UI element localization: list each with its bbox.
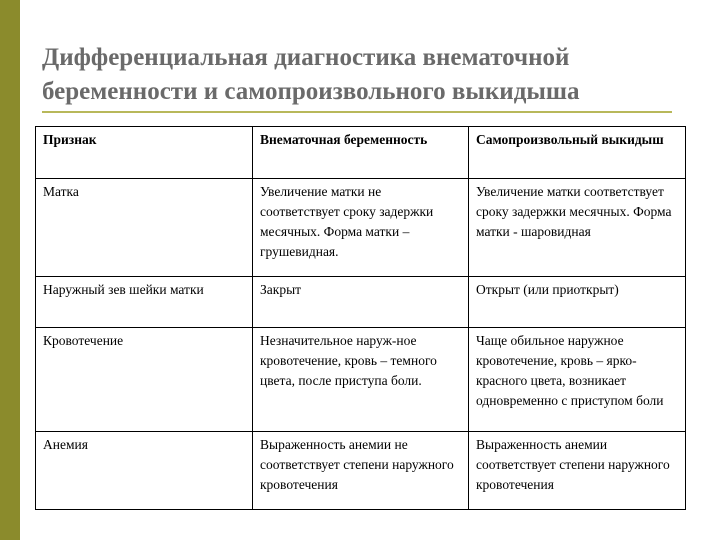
header-cell-ectopic: Внематочная беременность [253,127,469,179]
table-row [36,328,686,432]
slide-title: Дифференциальная диагностика внематочной беременности и самопроизвольного выкидыша [42,44,580,105]
table-cell: Чаще обильное наружное кровотечение, кровь – ярко-красного цвета, возникает одновременно с приступом боли [469,328,686,432]
table-cell: Выраженность анемии соответствует степени наружного кровотечения [469,432,686,510]
table-cell: Анемия [36,432,253,510]
table-header-row [36,127,686,179]
table-row [36,432,686,510]
table-row [36,179,686,277]
table-cell: Увеличение матки не соответствует сроку задержки месячных. Форма матки – грушевидная. [253,179,469,277]
title-divider [42,111,672,113]
table-row [36,277,686,328]
table-cell: Выраженность анемии не соответствует степени наружного кровотечения [253,432,469,510]
header-cell-miscarriage: Самопроизвольный выкидыш [469,127,686,179]
table-cell: Незначительное наруж-ное кровотечение, кровь – темного цвета, после приступа боли. [253,328,469,432]
table-cell: Закрыт [253,277,469,328]
table-cell: Наружный зев шейки матки [36,277,253,328]
header-cell-sign: Признак [36,127,253,179]
table-cell: Открыт (или приоткрыт) [469,277,686,328]
table-cell: Кровотечение [36,328,253,432]
table-cell: Матка [36,179,253,277]
table-cell: Увеличение матки соответствует сроку задержки месячных. Форма матки - шаровидная [469,179,686,277]
slide-accent-bar [0,0,20,540]
diagnosis-table [35,126,686,510]
